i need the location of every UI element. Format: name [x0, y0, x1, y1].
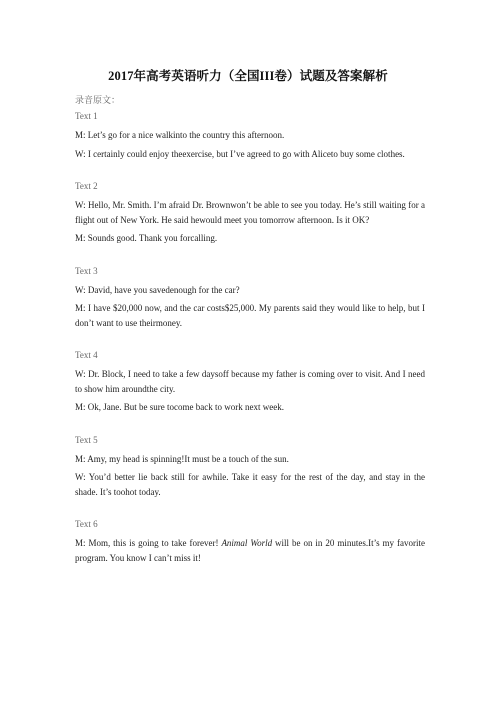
dialogue-line: W: I certainly could enjoy theexercise, but I’ve agreed to go with Aliceto buy some clothes.: [75, 148, 405, 159]
dialogue-text: M: Mom, this is going to take forever!: [75, 538, 222, 548]
text-label: Text 3: [75, 265, 98, 276]
dialogue-line: M: I have $20,000 now, and the car costs$25,000. My parents said they would like to help, but I don’t want to use theirmoney.: [75, 303, 425, 328]
text-section: [75, 349, 425, 415]
text-label: Text 6: [75, 519, 98, 529]
text-label: Text 1: [75, 111, 98, 121]
text-label: Text 5: [75, 434, 98, 445]
text-section: [75, 110, 425, 161]
text-section: [75, 518, 425, 565]
text-label: Text 2: [75, 181, 98, 191]
text-section: [75, 434, 425, 500]
dialogue-line: W: David, have you savedenough for the car?: [75, 284, 240, 295]
dialogue-line: M: Amy, my head is spinning!It must be a touch of the sun.: [75, 453, 289, 464]
transcript-body: [75, 110, 425, 584]
dialogue-line: W: You’d better lie back still for awhile. Take it easy for the rest of the day, and stay in the shade. It’s toohot today.: [75, 472, 425, 497]
dialogue-line: M: Sounds good. Thank you forcalling.: [75, 233, 218, 243]
dialogue-line: W: Dr. Block, I need to take a few daysoff because my father is coming over to visit. And I need to show him aroundthe city.: [75, 369, 425, 394]
dialogue-line: M: Ok, Jane. But be sure tocome back to work next week.: [75, 402, 284, 412]
page-title: 2017年高考英语听力（全国III卷）试题及答案解析: [108, 69, 388, 83]
dialogue-line: [75, 536, 425, 565]
transcript-heading: 录音原文：: [75, 95, 121, 105]
dialogue-line: M: Let’s go for a nice walkinto the country this afternoon.: [75, 130, 285, 140]
dialogue-line: W: Hello, Mr. Smith. I’m afraid Dr. Brownwon’t be able to see you today. He’s still waiting for a flight out of New York. He said hewould meet you tomorrow afternoon. Is it OK?: [75, 200, 425, 225]
program-title: Animal World: [221, 538, 273, 548]
dialogue-text: will be on in 20 minutes.It’s my favorite program. You know I can’t miss it!: [75, 538, 426, 563]
text-label: Text 4: [75, 350, 98, 360]
text-section: [75, 180, 425, 246]
text-section: [75, 265, 425, 331]
